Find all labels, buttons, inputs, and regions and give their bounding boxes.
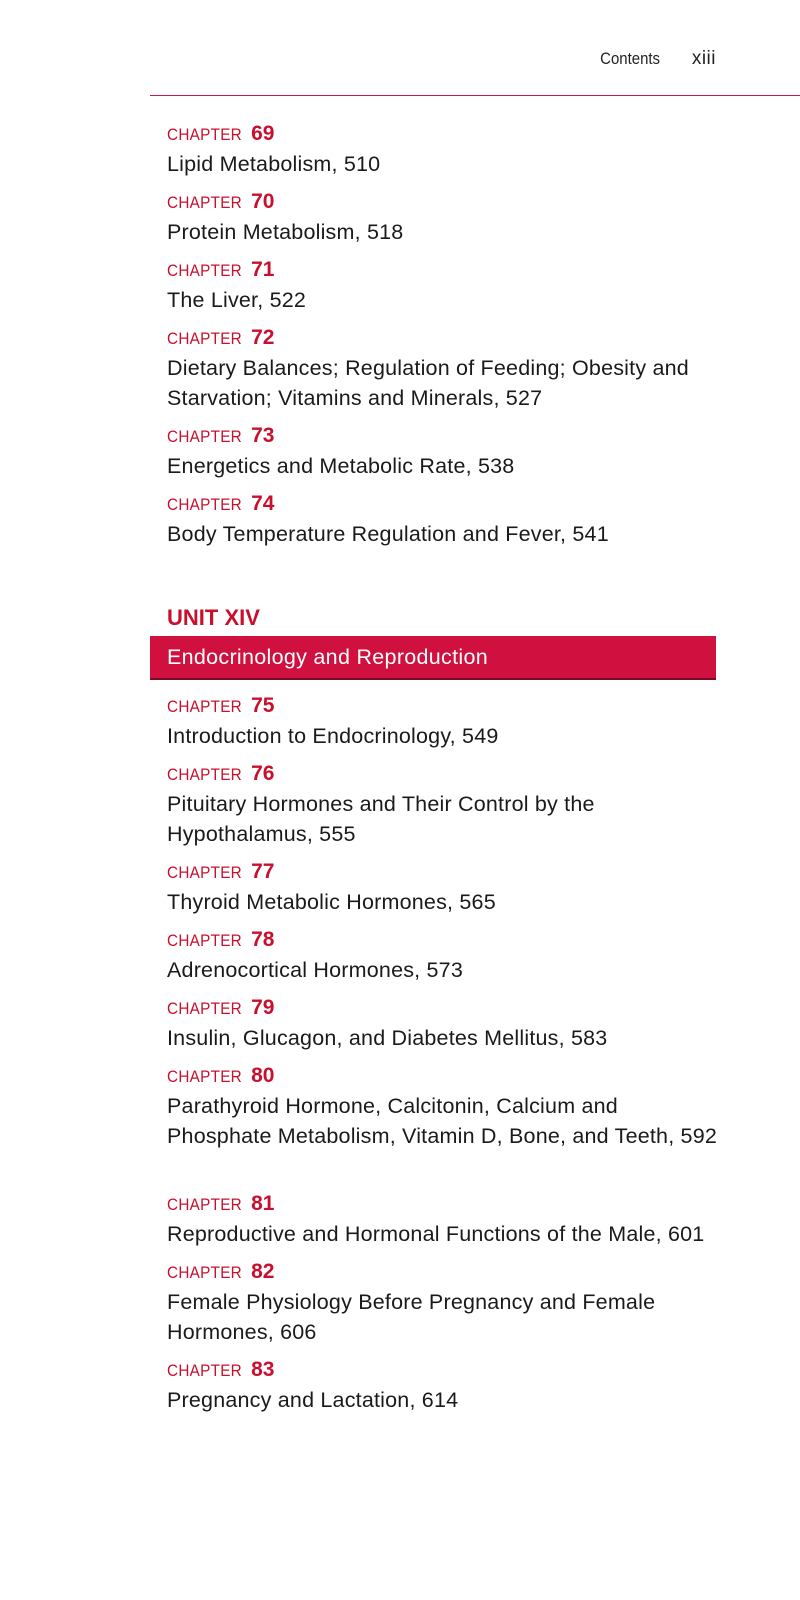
chapter-kicker: CHAPTER 83 bbox=[167, 1358, 275, 1381]
chapter-kicker: CHAPTER 81 bbox=[167, 1192, 275, 1215]
chapter-kicker: CHAPTER 72 bbox=[167, 326, 275, 349]
chapter-entry-81[interactable] bbox=[167, 1194, 727, 1262]
chapter-list-top bbox=[167, 124, 727, 562]
chapter-entry-72[interactable] bbox=[167, 328, 727, 426]
chapter-entry-74[interactable] bbox=[167, 494, 727, 562]
chapter-kicker: CHAPTER 82 bbox=[167, 1260, 275, 1283]
page-number: xiii bbox=[691, 48, 716, 69]
chapter-entry-69[interactable] bbox=[167, 124, 727, 192]
chapter-entry-79[interactable] bbox=[167, 998, 727, 1066]
chapter-kicker: CHAPTER 79 bbox=[167, 996, 275, 1019]
chapter-kicker: CHAPTER 74 bbox=[167, 492, 275, 515]
chapter-title: Energetics and Metabolic Rate, 538 bbox=[167, 454, 515, 478]
chapter-kicker: CHAPTER 75 bbox=[167, 694, 275, 717]
chapter-title: Body Temperature Regulation and Fever, 541 bbox=[167, 522, 609, 546]
running-header bbox=[150, 48, 716, 72]
chapter-list-bottom bbox=[167, 696, 727, 1428]
header-rule bbox=[150, 95, 800, 96]
chapter-entry-80[interactable] bbox=[167, 1066, 727, 1194]
chapter-entry-76[interactable] bbox=[167, 764, 727, 862]
chapter-title: Pituitary Hormones and Their Control by the Hypothalamus, 555 bbox=[167, 792, 595, 846]
chapter-kicker: CHAPTER 77 bbox=[167, 860, 275, 883]
chapter-title: Adrenocortical Hormones, 573 bbox=[167, 958, 463, 982]
chapter-title: Protein Metabolism, 518 bbox=[167, 220, 404, 244]
chapter-title: Introduction to Endocrinology, 549 bbox=[167, 724, 499, 748]
chapter-entry-75[interactable] bbox=[167, 696, 727, 764]
unit-banner[interactable] bbox=[150, 636, 716, 680]
chapter-entry-82[interactable] bbox=[167, 1262, 727, 1360]
running-header-section: Contents bbox=[599, 49, 660, 68]
chapter-title: Parathyroid Hormone, Calcitonin, Calcium and Phosphate Metabolism, Vitamin D, Bone, and Teeth, 592 bbox=[167, 1094, 718, 1148]
chapter-entry-77[interactable] bbox=[167, 862, 727, 930]
chapter-entry-70[interactable] bbox=[167, 192, 727, 260]
chapter-entry-71[interactable] bbox=[167, 260, 727, 328]
chapter-entry-73[interactable] bbox=[167, 426, 727, 494]
chapter-kicker: CHAPTER 71 bbox=[167, 258, 275, 281]
chapter-title: Reproductive and Hormonal Functions of the Male, 601 bbox=[167, 1222, 705, 1246]
chapter-entry-78[interactable] bbox=[167, 930, 727, 998]
unit-label: UNIT XIV bbox=[167, 605, 260, 630]
chapter-kicker: CHAPTER 73 bbox=[167, 424, 275, 447]
chapter-kicker: CHAPTER 80 bbox=[167, 1064, 275, 1087]
chapter-entry-83[interactable] bbox=[167, 1360, 727, 1428]
chapter-kicker: CHAPTER 78 bbox=[167, 928, 275, 951]
chapter-title: Female Physiology Before Pregnancy and Female Hormones, 606 bbox=[167, 1290, 656, 1344]
chapter-title: Lipid Metabolism, 510 bbox=[167, 152, 381, 176]
chapter-title: Thyroid Metabolic Hormones, 565 bbox=[167, 890, 496, 914]
chapter-kicker: CHAPTER 70 bbox=[167, 190, 275, 213]
chapter-title: The Liver, 522 bbox=[167, 288, 307, 312]
chapter-title: Pregnancy and Lactation, 614 bbox=[167, 1388, 459, 1412]
chapter-title: Insulin, Glucagon, and Diabetes Mellitus, 583 bbox=[167, 1026, 608, 1050]
unit-title: Endocrinology and Reproduction bbox=[167, 644, 488, 669]
chapter-kicker: CHAPTER 69 bbox=[167, 122, 275, 145]
chapter-kicker: CHAPTER 76 bbox=[167, 762, 275, 785]
chapter-title: Dietary Balances; Regulation of Feeding; Obesity and Starvation; Vitamins and Minerals, 527 bbox=[167, 356, 689, 410]
